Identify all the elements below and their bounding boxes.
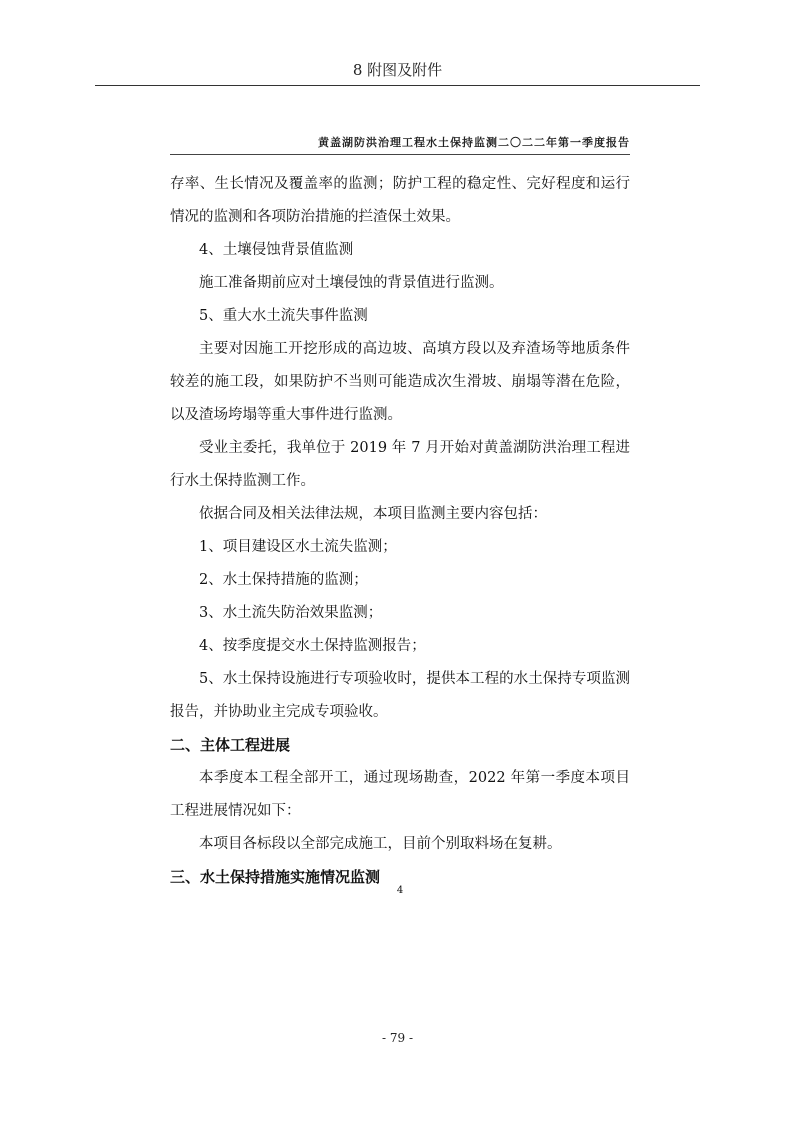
item-major-erosion-events: 5、重大水土流失事件监测 bbox=[199, 308, 368, 324]
outer-header-rule bbox=[95, 85, 700, 86]
paragraph-main-works-status: 本项目各标段以全部完成施工，目前个别取料场在复耕。 bbox=[199, 836, 562, 852]
paragraph-major-events: 主要对因施工开挖形成的高边坡、高填方段以及弃渣场等地质条件较差的施工段，如果防护不当则可能造成次生滑坡、崩塌等潜在危险，以及渣场垮塌等重大事件进行监测。 bbox=[170, 341, 630, 423]
list-item-5: 5、水土保持设施进行专项验收时，提供本工程的水土保持专项监测报告，并协助业主完成专项验收。 bbox=[170, 671, 630, 720]
list-item-2: 2、水土保持措施的监测； bbox=[199, 572, 368, 588]
paragraph-contents-intro: 依据合同及相关法律法规，本项目监测主要内容包括： bbox=[199, 506, 547, 522]
list-item-1: 1、项目建设区水土流失监测； bbox=[199, 539, 397, 555]
section-heading-main-works: 二、主体工程进展 bbox=[170, 736, 291, 754]
item-soil-erosion-background: 4、土壤侵蚀背景值监测 bbox=[199, 242, 354, 258]
inner-page-header: 黄盖湖防洪治理工程水土保持监测二〇二二年第一季度报告 bbox=[318, 136, 630, 149]
report-body bbox=[170, 168, 630, 894]
inner-page-number: 4 bbox=[396, 885, 404, 896]
paragraph-continuation: 存率、生长情况及覆盖率的监测；防护工程的稳定性、完好程度和运行情况的监测和各项防治措施的拦渣保土效果。 bbox=[170, 176, 630, 225]
paragraph-commission: 受业主委托，我单位于 2019 年 7 月开始对黄盖湖防洪治理工程进行水土保持监测工作。 bbox=[170, 440, 630, 489]
list-item-4: 4、按季度提交水土保持监测报告； bbox=[199, 638, 426, 654]
list-item-3: 3、水土流失防治效果监测； bbox=[199, 605, 383, 621]
section-heading-measures: 三、水土保持措施实施情况监测 bbox=[170, 868, 381, 886]
inner-header-rule bbox=[170, 154, 630, 155]
paragraph-background-monitoring: 施工准备期前应对土壤侵蚀的背景值进行监测。 bbox=[199, 275, 504, 291]
outer-page-header: 8 附图及附件 bbox=[352, 61, 443, 79]
outer-page-number: - 79 - bbox=[381, 1031, 413, 1045]
paragraph-main-works-progress: 本季度本工程全部开工，通过现场勘查，2022 年第一季度本项目工程进展情况如下： bbox=[170, 770, 630, 819]
